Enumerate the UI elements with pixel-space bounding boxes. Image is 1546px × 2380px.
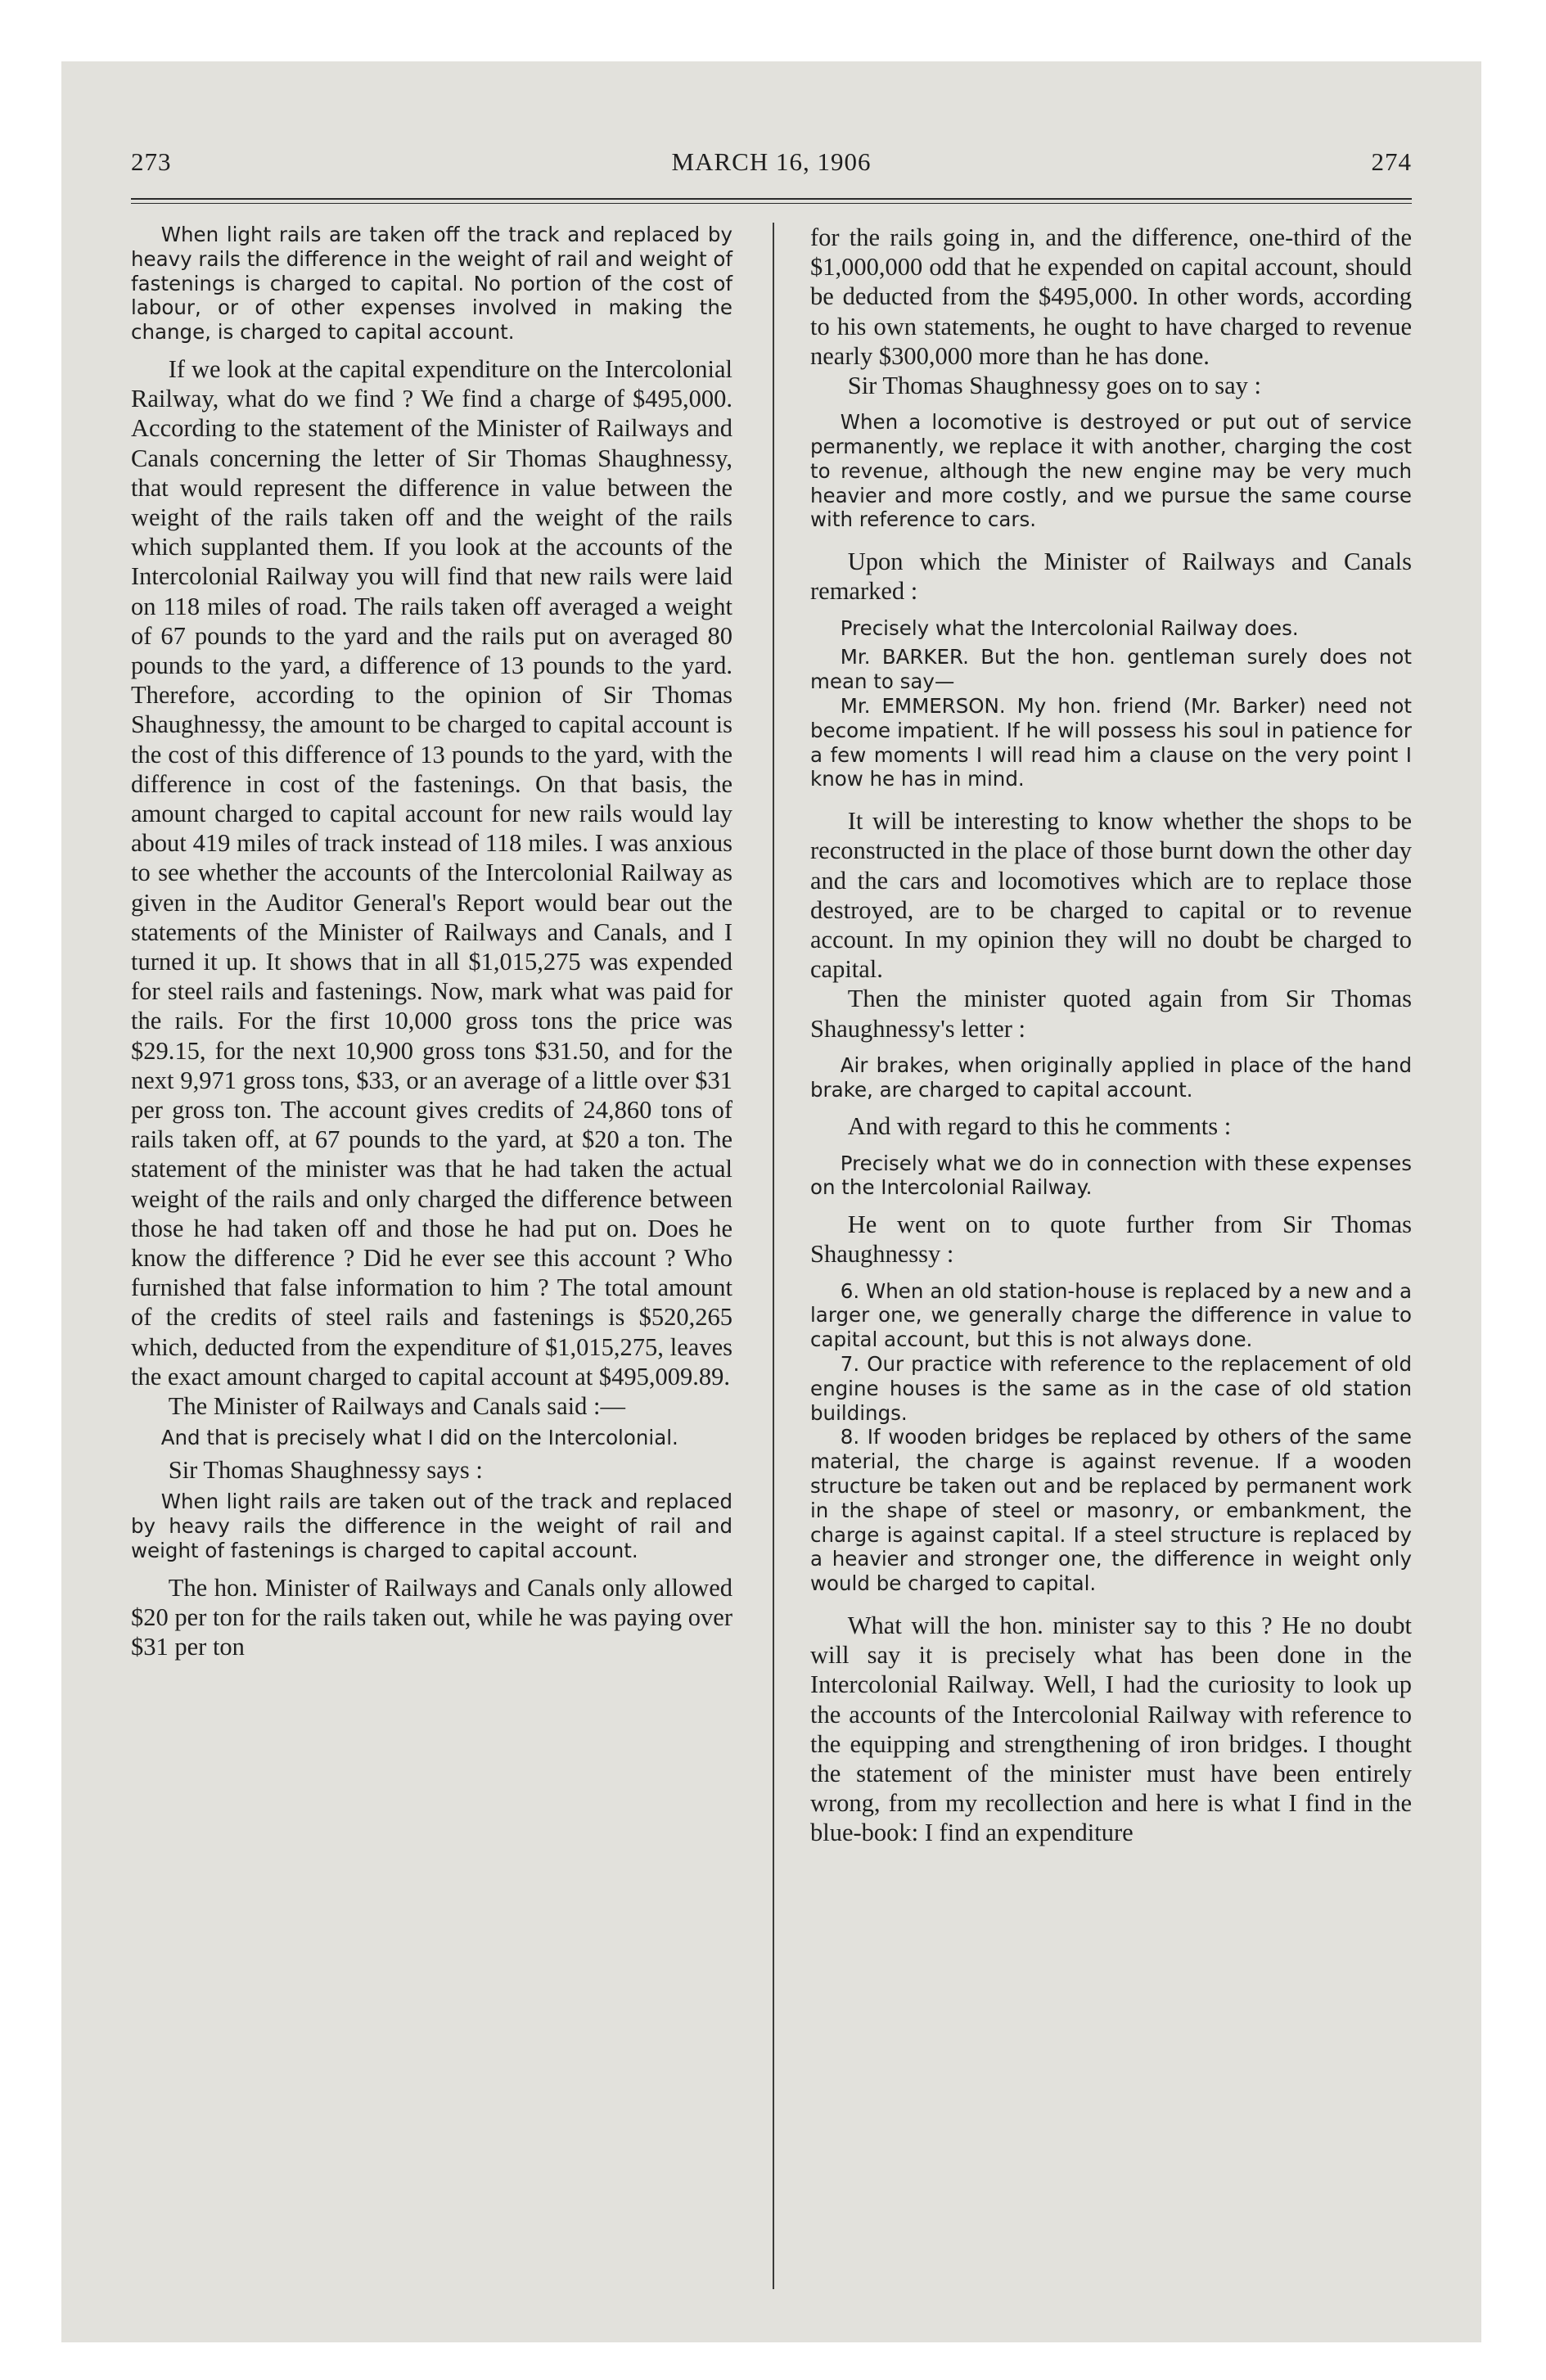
body-paragraph: Then the minister quoted again from Sir Thomas Shaughnessy's letter : xyxy=(810,985,1412,1043)
column-divider xyxy=(773,223,774,2289)
page-number-left: 273 xyxy=(131,147,172,176)
scanned-sheet xyxy=(61,61,1481,2342)
quote-paragraph: 8. If wooden bridges be replaced by others of the same material, the charge is against revenue. If a wooden structure be taken out and be replaced by permanent work in the shape of steel or masonry, or embankment, the charge is against capital. If a steel structure is replaced by a heavier and stronger one, the difference in weight only would be charged to capital. xyxy=(810,1425,1412,1596)
page-date: MARCH 16, 1906 xyxy=(671,147,872,176)
right-column xyxy=(810,223,1412,1848)
quote-paragraph: When a locomotive is destroyed or put out of service permanently, we replace it with another, charging the cost to revenue, although the new engine may be very much heavier and more costly, and we pursue the same course with reference to cars. xyxy=(810,410,1412,532)
page-header xyxy=(131,147,1412,196)
body-paragraph: If we look at the capital expenditure on the Intercolonial Railway, what do we find ? We find a charge of $495,000. According to the statement of the Minister of Railways and Canals concerning the letter of Sir Thomas Shaughnessy, that would represent the difference in value between the weight of the rails taken off and the weight of the rails which supplanted them. If you look at the accounts of the Intercolonial Railway you will find that new rails were laid on 118 miles of road. The rails taken off averaged a weight of 67 pounds to the yard and the rails put on averaged 80 pounds to the yard, a difference of 13 pounds to the yard. Therefore, according to the opinion of Sir Thomas Shaughnessy, the amount to be charged to capital account is the cost of this difference of 13 pounds to the yard, with the difference in cost of the fastenings. On that basis, the amount charged to capital account for new rails would lay about 419 miles of track instead of 118 miles. I was anxious to see whether the accounts of the Intercolonial Railway as given in the Auditor General's Report would bear out the statements of the Minister of Railways and Canals, and I turned it up. It shows that in all $1,015,275 was expended for steel rails and fastenings. Now, mark what was paid for the rails. For the first 10,000 gross tons the price was $29.15, for the next 10,900 gross tons $31.50, and for the next 9,971 gross tons, $33, or an average of a little over $31 per gross ton. The account gives credits of 24,860 tons of rails taken off, at 67 pounds to the yard, at $20 a ton. The statement of the minister was that he had taken the actual weight of the rails and only charged the difference between those he had taken off and those he had put on. Does he know the difference ? Did he ever see this account ? Who furnished that false information to him ? The total amount of the credits of steel rails and fastenings is $520,265 which, deducted from the expenditure of $1,015,275, leaves the exact amount charged to capital account at $495,009.89. xyxy=(131,354,732,1391)
quote-paragraph: 7. Our practice with reference to the replacement of old engine houses is the same as in the case of old station buildings. xyxy=(810,1352,1412,1425)
body-paragraph: Sir Thomas Shaughnessy goes on to say : xyxy=(847,372,1261,400)
quote-paragraph: Mr. BARKER. But the hon. gentleman surely does not mean to say— xyxy=(810,645,1412,694)
quote-paragraph: Precisely what the Intercolonial Railway does. xyxy=(840,615,1299,640)
quote-paragraph: When light rails are taken off the track and replaced by heavy rails the difference in the weight of rail and weight of fastenings is charged to capital. No portion of the cost of labour, or of other expenses involved in making the change, is charged to capital account. xyxy=(131,223,732,345)
body-paragraph: What will the hon. minister say to this ? He no doubt will say it is precisely what has been done in the Intercolonial Railway. Well, I had the curiosity to look up the accounts of the Intercolonial Railway with reference to the equipping and strengthening of iron bridges. I thought the statement of the minister must have been entirely wrong, from my recollection and here is what I find in the blue-book: I find an expenditure xyxy=(810,1611,1412,1847)
body-paragraph: It will be interesting to know whether the shops to be reconstructed in the place of those burnt down the other day and the cars and locomotives which are to replace those destroyed, are to be charged to capital or to revenue account. In my opinion they will no doubt be charged to capital. xyxy=(810,807,1412,984)
body-paragraph: And with regard to this he comments : xyxy=(847,1112,1232,1141)
page-number-right: 274 xyxy=(1371,147,1412,176)
body-paragraph: The Minister of Railways and Canals said :— xyxy=(168,1392,625,1421)
quote-paragraph: 6. When an old station-house is replaced by a new and a larger one, we generally charge the difference in value to capital account, but this is not always done. xyxy=(810,1278,1412,1352)
hansard-page xyxy=(131,147,1412,2308)
body-paragraph: The hon. Minister of Railways and Canals only allowed $20 per ton for the rails taken out, while he was paying over $31 per ton xyxy=(131,1573,732,1661)
quote-paragraph: Air brakes, when originally applied in place of the hand brake, are charged to capital account. xyxy=(810,1053,1412,1102)
left-column xyxy=(131,223,732,1661)
quote-paragraph: Mr. EMMERSON. My hon. friend (Mr. Barker) need not become impatient. If he will possess his soul in patience for a few moments I will read him a clause on the very point I know he has in mind. xyxy=(810,694,1412,791)
quote-paragraph: And that is precisely what I did on the Intercolonial. xyxy=(160,1426,678,1450)
body-paragraph: He went on to quote further from Sir Thomas Shaughnessy : xyxy=(810,1210,1412,1269)
quote-paragraph: Precisely what we do in connection with these expenses on the Intercolonial Railway. xyxy=(810,1151,1412,1200)
quote-paragraph: When light rails are taken out of the track and replaced by heavy rails the difference in the weight of rail and weight of fastenings is charged to capital account. xyxy=(131,1490,732,1562)
header-rule xyxy=(131,198,1412,204)
body-paragraph: Sir Thomas Shaughnessy says : xyxy=(168,1456,483,1485)
body-paragraph: for the rails going in, and the difference, one-third of the $1,000,000 odd that he expended on capital account, should be deducted from the $495,000. In other words, according to his own statements, he ought to have charged to revenue nearly $300,000 more than he has done. xyxy=(810,223,1412,370)
body-paragraph: Upon which the Minister of Railways and Canals remarked : xyxy=(810,548,1412,606)
